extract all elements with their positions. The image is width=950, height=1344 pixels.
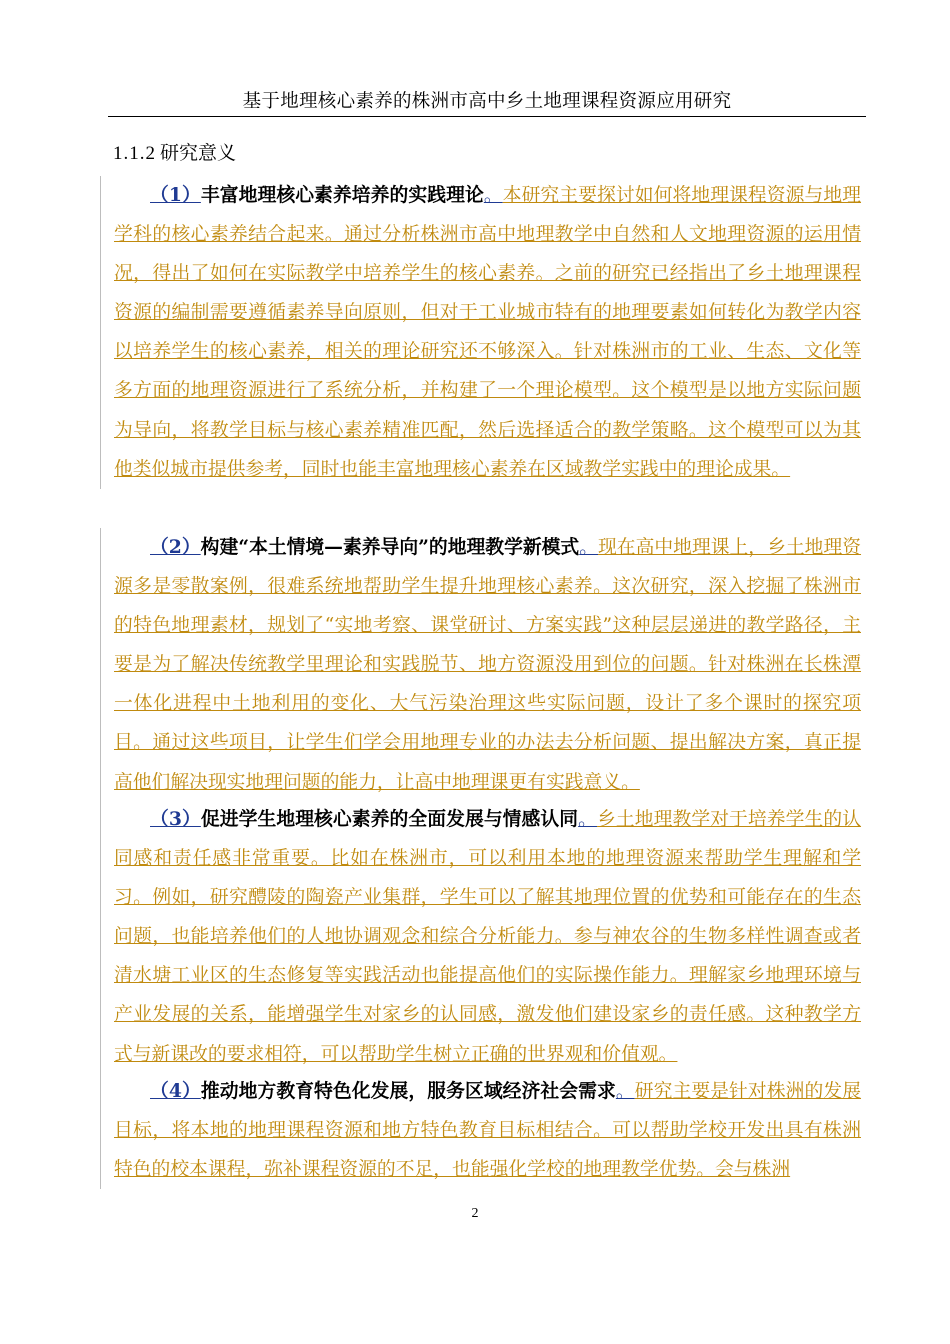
paragraph-heading: 促进学生地理核心素养的全面发展与情感认同 [200,808,579,830]
paragraph-heading: 推动地方教育特色化发展，服务区域经济社会需求 [200,1080,616,1102]
paragraph-number: （1） [150,184,201,206]
heading-period: 。 [579,537,599,558]
section-heading [113,139,236,168]
running-header [108,88,866,117]
paragraph-number: （2） [150,536,201,558]
paragraph-heading: 丰富地理核心素养培养的实践理论 [200,184,484,206]
heading-period: 。 [483,185,503,206]
paragraph-4 [100,1072,861,1189]
section-number: 1.1.2 [113,143,156,164]
paragraph-body: 研究主要是针对株洲的发展目标，将本地的地理课程资源和地方特色教育目标相结合。可以帮助学校开发出具有株洲特色的校本课程，弥补课程资源的不足，也能强化学校的地理教学优势。会与株洲 [114,1081,862,1181]
header-title: 基于地理核心素养的株洲市高中乡土地理课程资源应用研究 [242,91,732,112]
page-number: 2 [471,1206,479,1221]
paragraph-number: （4） [150,1080,201,1102]
heading-period: 。 [615,1081,635,1102]
paragraph-3 [100,800,861,1074]
paragraph-body: 现在高中地理课上，乡土地理资源多是零散案例，很难系统地帮助学生提升地理核心素养。这次研究，深入挖掘了株洲市的特色地理素材，规划了“实地考察、课堂研讨、方案实践”这种层层递进的教学路径，主要是为了解决传统教学里理论和实践脱节、地方资源没用到位的问题。针对株洲在长株潭一体化进程中土地利用的变化、大气污染治理这些实际问题，设计了多个课时的探究项目。通过这些项目，让学生们学会用地理专业的办法去分析问题、提出解决方案，真正提高他们解决现实地理问题的能力，让高中地理课更有实践意义。 [114,537,862,793]
paragraph-body: 乡土地理教学对于培养学生的认同感和责任感非常重要。比如在株洲市，可以利用本地的地理资源来帮助学生理解和学习。例如，研究醴陵的陶瓷产业集群，学生可以了解其地理位置的优势和可能存在的生态问题，也能培养他们的人地协调观念和综合分析能力。参与神农谷的生物多样性调查或者清水塘工业区的生态修复等实践活动也能提高他们的实际操作能力。理解家乡地理环境与产业发展的关系，能增强学生对家乡的认同感，激发他们建设家乡的责任感。这种教学方式与新课改的要求相符，可以帮助学生树立正确的世界观和价值观。 [114,809,862,1065]
section-title: 研究意义 [160,142,237,164]
paragraph-1 [100,176,861,489]
paragraph-body: 本研究主要探讨如何将地理课程资源与地理学科的核心素养结合起来。通过分析株洲市高中地理教学中自然和人文地理资源的运用情况，得出了如何在实际教学中培养学生的核心素养。之前的研究已经指出了乡土地理课程资源的编制需要遵循素养导向原则，但对于工业城市特有的地理要素如何转化为教学内容以培养学生的核心素养，相关的理论研究还不够深入。针对株洲市的工业、生态、文化等多方面的地理资源进行了系统分析，并构建了一个理论模型。这个模型是以地方实际问题为导向，将教学目标与核心素养精准匹配，然后选择适合的教学策略。这个模型可以为其他类似城市提供参考，同时也能丰富地理核心素养在区域教学实践中的理论成果。 [114,185,862,480]
paragraph-number: （3） [150,808,201,830]
heading-period: 。 [578,809,598,830]
paragraph-2 [100,528,861,802]
paragraph-heading: 构建“本土情境—素养导向”的地理教学新模式 [200,536,580,558]
